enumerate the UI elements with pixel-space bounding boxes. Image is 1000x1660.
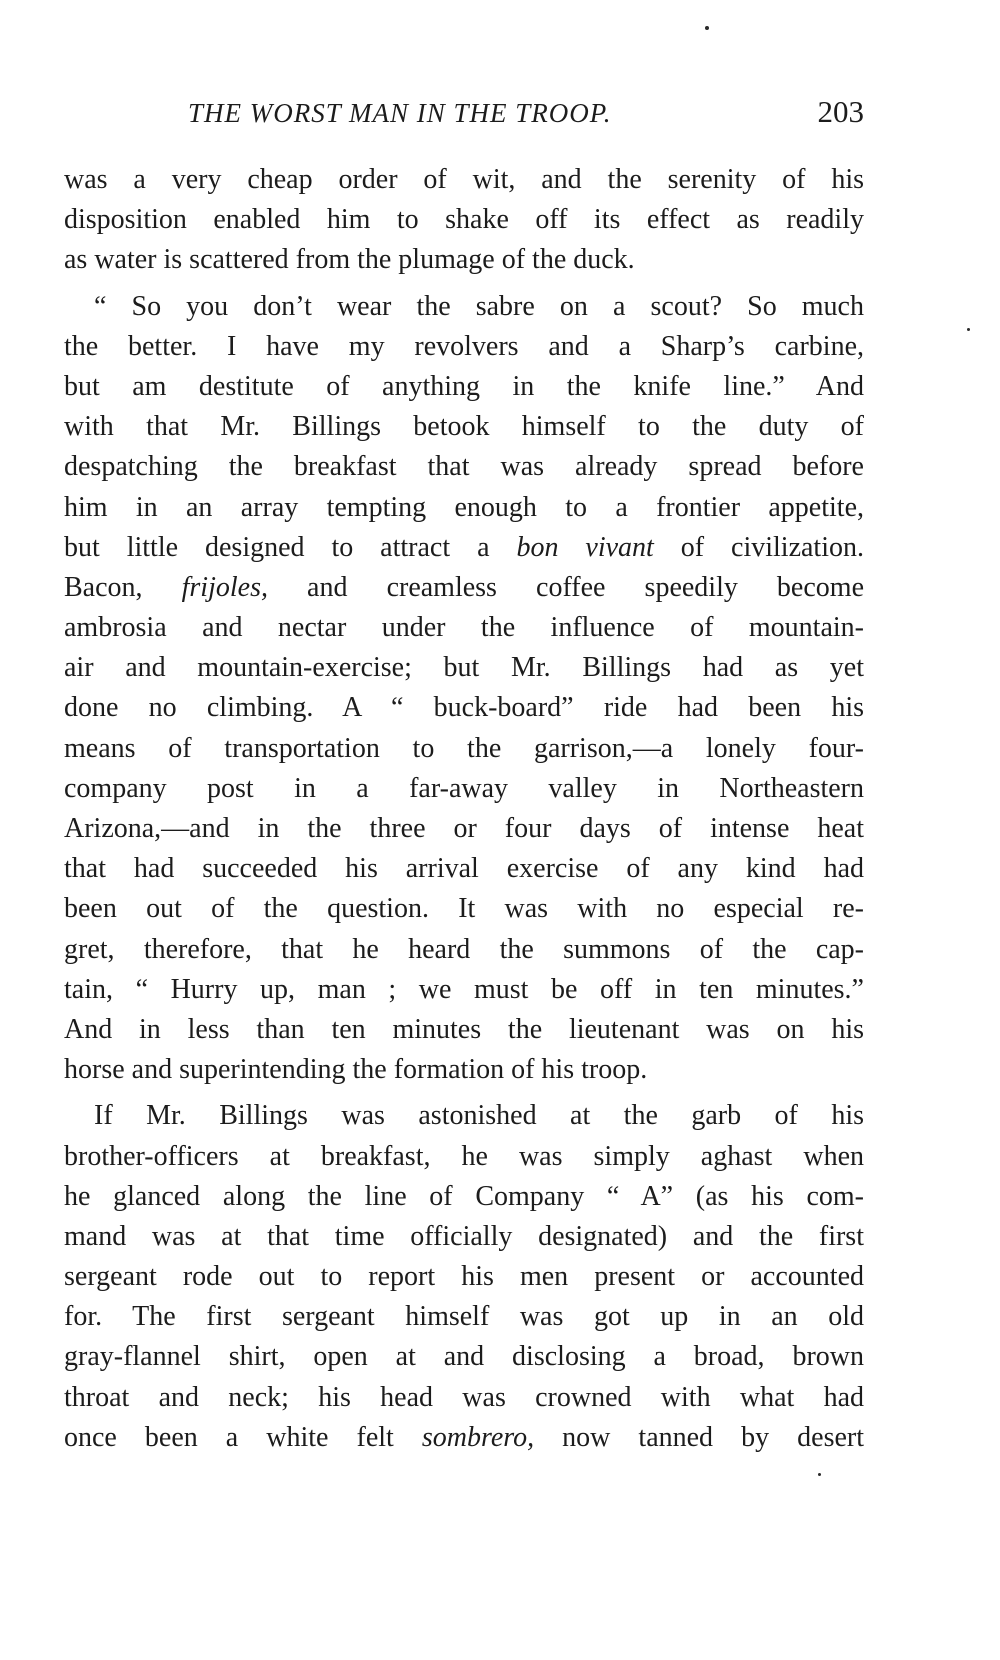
text-line: tain, “ Hurry up, man ; we must be off in ten minutes.” [64,973,864,1005]
text-line: horse and superintending the formation of his troop. [64,1054,648,1086]
text-line: If Mr. Billings was astonished at the garb of his [94,1100,864,1132]
text-line: gret, therefore, that he heard the summons of the cap- [64,933,864,965]
text-line: him in an array tempting enough to a frontier appetite, [64,491,864,523]
text-line: company post in a far-away valley in Northeastern [64,772,864,804]
text-line: the better. I have my revolvers and a Sharp’s carbine, [64,330,864,362]
text-line: for. The first sergeant himself was got up in an old [64,1301,864,1333]
running-head [64,94,864,138]
paragraph [64,287,864,1091]
text-line: been out of the question. It was with no especial re- [64,893,864,925]
text-line: despatching the breakfast that was already spread before [64,451,864,483]
text-line: but am destitute of anything in the knife line.” And [64,370,864,402]
text-line: throat and neck; his head was crowned with what had [64,1381,864,1413]
paragraph [64,1096,864,1458]
page-number: 203 [817,94,864,129]
text-line: disposition enabled him to shake off its effect as readily [64,204,864,236]
text-line: with that Mr. Billings betook himself to the duty of [64,411,864,443]
text-line: And in less than ten minutes the lieutenant was on his [64,1013,864,1045]
text-line: he glanced along the line of Company “ A” (as his com- [64,1180,864,1212]
print-speck [818,1473,821,1476]
text-line: mand was at that time officially designated) and the first [64,1220,864,1252]
text-line: ambrosia and nectar under the influence of mountain- [64,612,864,644]
text-line: gray-flannel shirt, open at and disclosing a broad, brown [64,1341,864,1373]
text-line: as water is scattered from the plumage of the duck. [64,244,635,276]
text-line: brother-officers at breakfast, he was simply aghast when [64,1140,864,1172]
text-line: once been a white felt sombrero, now tanned by desert [64,1421,864,1453]
text-line: Bacon, frijoles, and creamless coffee speedily become [64,571,864,603]
text-line: “ So you don’t wear the sabre on a scout? So much [94,290,864,322]
paragraph [64,160,864,281]
text-line: Arizona,—and in the three or four days of intense heat [64,813,864,844]
text-line: that had succeeded his arrival exercise of any kind had [64,853,864,885]
text-line: was a very cheap order of wit, and the serenity of his [64,164,864,195]
body-text [64,160,864,1458]
text-line: means of transportation to the garrison,—a lonely four- [64,732,864,764]
text-line: but little designed to attract a bon vivant of civilization. [64,531,864,563]
print-speck [705,26,709,30]
text-line: sergeant rode out to report his men present or accounted [64,1261,864,1293]
running-title: THE WORST MAN IN THE TROOP. [188,98,612,128]
text-line: done no climbing. A “ buck-board” ride had been his [64,692,864,724]
text-line: air and mountain-exercise; but Mr. Billings had as yet [64,652,864,684]
print-speck [967,328,970,331]
